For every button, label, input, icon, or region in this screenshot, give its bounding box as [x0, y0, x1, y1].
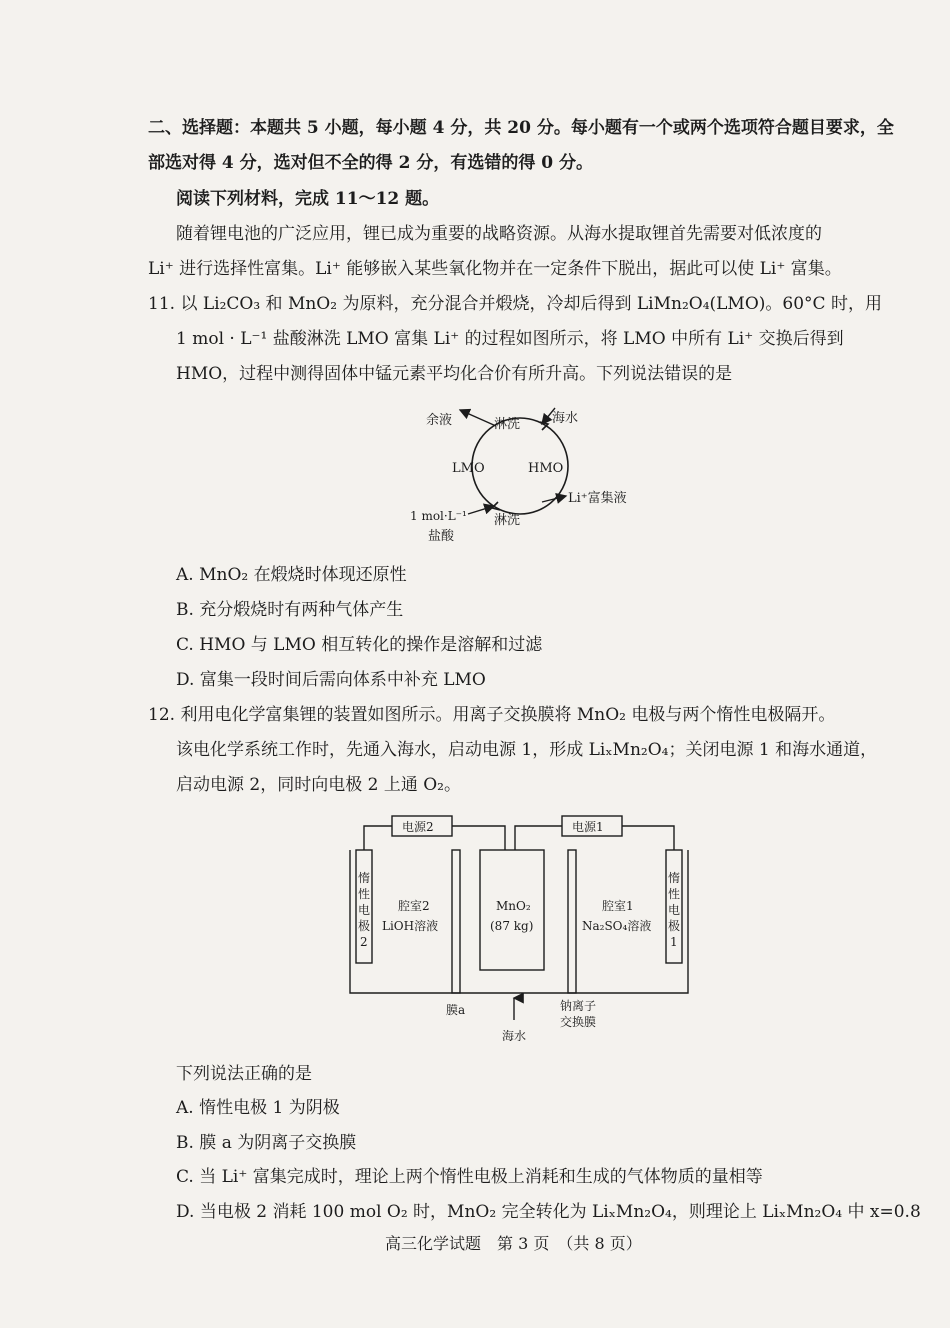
sodium-membrane-label-1: 钠离子 — [560, 999, 597, 1013]
page-footer: 高三化学试题 第 3 页 （共 8 页） — [385, 1234, 642, 1253]
label-li-rich: Li⁺富集液 — [568, 491, 627, 506]
membrane-a — [452, 850, 460, 993]
chamber-2-solution: LiOH溶液 — [382, 919, 439, 933]
q12-stem-line3: 启动电源 2，同时向电极 2 上通 O₂。 — [176, 775, 461, 795]
label-seawater: 海水 — [552, 411, 579, 426]
membrane-a-label: 膜a — [446, 1003, 466, 1017]
chamber-1-solution: Na₂SO₄溶液 — [582, 919, 652, 933]
inert-electrode-2-label — [358, 870, 370, 949]
electrode1-char-2: 性 — [668, 887, 681, 901]
label-hcl-concentration: 1 mol·L⁻¹ — [410, 509, 467, 523]
q12-option-d: D. 当电极 2 消耗 100 mol O₂ 时，MnO₂ 完全转化为 LiₓMn₂O₄，则理论上 LiₓMn₂O₄ 中 x=0.8 — [176, 1202, 921, 1222]
lmo-cycle-diagram — [390, 402, 650, 547]
q11-stem-line2: 1 mol · L⁻¹ 盐酸淋洗 LMO 富集 Li⁺ 的过程如图所示，将 LMO 中所有 Li⁺ 交换后得到 — [176, 329, 844, 349]
electrode2-char-4: 极 — [358, 919, 371, 933]
q11-option-d: D. 富集一段时间后需向体系中补充 LMO — [176, 670, 486, 690]
q12-option-b: B. 膜 a 为阴离子交换膜 — [176, 1133, 357, 1153]
electrode1-char-3: 电 — [668, 903, 681, 917]
electrode1-char-5: 1 — [670, 935, 678, 949]
q12-stem-line1: 12. 利用电化学富集锂的装置如图所示。用离子交换膜将 MnO₂ 电极与两个惰性电极隔开。 — [148, 705, 836, 725]
q11-option-c: C. HMO 与 LMO 相互转化的操作是溶解和过滤 — [176, 635, 543, 655]
mno2-label: MnO₂ — [496, 899, 531, 913]
electrode2-char-1: 惰 — [358, 871, 371, 885]
q12-stem-line4: 下列说法正确的是 — [176, 1064, 312, 1084]
chamber-2-title: 腔室2 — [398, 899, 430, 913]
electrode2-char-2: 性 — [358, 887, 371, 901]
reading-paragraph-line1: 随着锂电池的广泛应用，锂已成为重要的战略资源。从海水提取锂首先需要对低浓度的 — [176, 224, 822, 244]
q12-option-c: C. 当 Li⁺ 富集完成时，理论上两个惰性电极上消耗和生成的气体物质的量相等 — [176, 1167, 763, 1187]
power-supply-2-label: 电源2 — [402, 820, 434, 834]
reading-paragraph-line2: Li⁺ 进行选择性富集。Li⁺ 能够嵌入某些氧化物并在一定条件下脱出，据此可以使 Li⁺ 富集。 — [148, 259, 842, 279]
label-hmo: HMO — [528, 461, 564, 476]
electrode2-char-5: 2 — [360, 935, 368, 949]
li-rich-arrow — [542, 496, 566, 502]
q11-stem-line1: 11. 以 Li₂CO₃ 和 MnO₂ 为原料，充分混合并煅烧，冷却后得到 LiMn₂O₄(LMO)。60°C 时，用 — [148, 294, 882, 314]
mno2-mass: (87 kg) — [490, 919, 534, 933]
wire-ps2-left — [364, 826, 392, 850]
q11-option-a: A. MnO₂ 在煅烧时体现还原性 — [176, 565, 407, 585]
wire-ps1-right — [622, 826, 674, 850]
power-supply-1-label: 电源1 — [572, 820, 604, 834]
label-lmo: LMO — [452, 461, 485, 476]
chamber-1-title: 腔室1 — [602, 899, 634, 913]
electrode1-char-4: 极 — [668, 919, 681, 933]
waste-arrow — [460, 410, 496, 426]
seawater-label: 海水 — [502, 1029, 527, 1043]
q11-stem-line3: HMO，过程中测得固体中锰元素平均化合价有所升高。下列说法错误的是 — [176, 364, 733, 384]
electrode1-char-1: 惰 — [668, 871, 681, 885]
wire-ps2-right — [452, 826, 505, 850]
wire-ps1-left — [515, 826, 562, 850]
label-wash-bottom: 淋洗 — [494, 513, 521, 528]
q12-option-a: A. 惰性电极 1 为阴极 — [176, 1098, 340, 1118]
hcl-arrow — [468, 506, 494, 514]
q11-option-b: B. 充分煅烧时有两种气体产生 — [176, 600, 404, 620]
sodium-exchange-membrane — [568, 850, 576, 993]
sodium-membrane-label-2: 交换膜 — [560, 1015, 597, 1029]
electrode2-char-3: 电 — [358, 903, 371, 917]
reading-intro: 阅读下列材料，完成 11～12 题。 — [176, 189, 440, 209]
inert-electrode-1-label — [668, 870, 680, 949]
electrochemical-cell-diagram — [340, 808, 700, 1048]
label-hcl: 盐酸 — [428, 529, 455, 544]
q12-stem-line2: 该电化学系统工作时，先通入海水，启动电源 1，形成 LiₓMn₂O₄；关闭电源 1 和海水通道， — [176, 740, 878, 760]
section-heading-line2: 部选对得 4 分，选对但不全的得 2 分，有选错的得 0 分。 — [148, 153, 593, 173]
section-heading-line1: 二、选择题：本题共 5 小题，每小题 4 分，共 20 分。每小题有一个或两个选项符合题目要求，全 — [148, 118, 894, 138]
label-waste: 余液 — [426, 413, 453, 428]
label-wash-top: 淋洗 — [494, 417, 521, 432]
